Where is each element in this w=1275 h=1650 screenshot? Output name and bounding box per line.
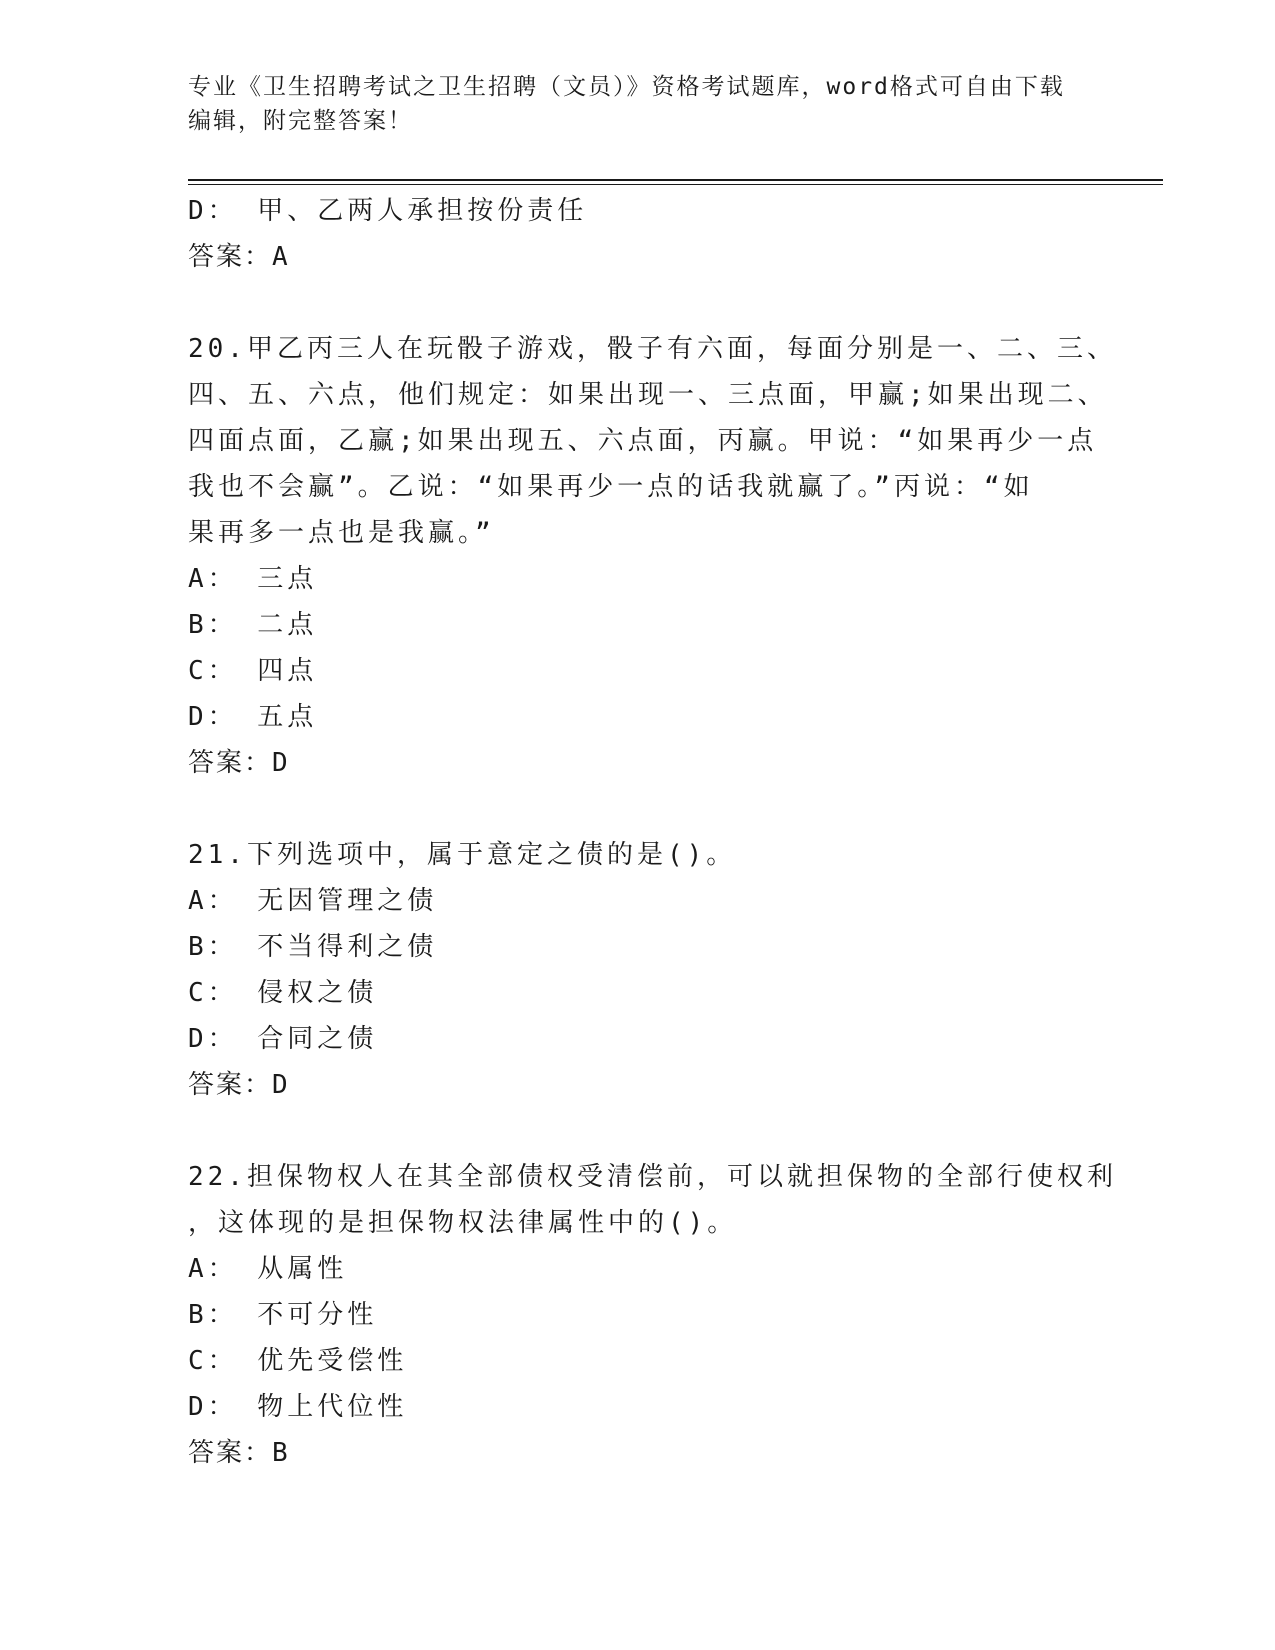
spacer	[188, 786, 1088, 832]
question-22	[188, 1154, 1117, 1476]
answer-line: 答案：D	[188, 1070, 290, 1100]
answer-line: 答案：D	[188, 748, 290, 778]
option-d: D： 五点	[188, 702, 318, 732]
stem-line: 果再多一点也是我赢。”	[188, 518, 495, 548]
question-stem	[188, 326, 1117, 556]
stem-line: ，这体现的是担保物权法律属性中的()。	[188, 1208, 738, 1238]
option-b: B： 不当得利之债	[188, 932, 438, 962]
option-d: D： 物上代位性	[188, 1392, 408, 1422]
header-line-2: 编辑，附完整答案！	[188, 108, 413, 134]
question-stem	[188, 832, 1088, 878]
option-d: D： 合同之债	[188, 1024, 378, 1054]
header-divider-thick	[188, 179, 1163, 181]
header-divider-thin	[188, 184, 1163, 185]
stem-line: 四面点面，乙赢;如果出现五、六点面，丙赢。甲说：“如果再少一点	[188, 426, 1098, 456]
spacer	[188, 1108, 1088, 1154]
option-c: C： 优先受偿性	[188, 1346, 408, 1376]
option-c: C： 四点	[188, 656, 318, 686]
option-a: A： 无因管理之债	[188, 886, 438, 916]
option-d: D： 甲、乙两人承担按份责任	[188, 196, 588, 226]
document-header	[188, 70, 1088, 138]
stem-line: 四、五、六点，他们规定：如果出现一、三点面，甲赢;如果出现二、	[188, 380, 1108, 410]
question-20	[188, 326, 1117, 786]
stem-line: 20.甲乙丙三人在玩骰子游戏，骰子有六面，每面分别是一、二、三、	[188, 334, 1117, 364]
stem-line: 我也不会赢”。乙说：“如果再少一点的话我就赢了。”丙说：“如	[188, 472, 1034, 502]
document-body	[188, 188, 1117, 1476]
question-stem	[188, 1154, 1117, 1246]
option-b: B： 二点	[188, 610, 318, 640]
question-21	[188, 832, 1088, 1108]
option-c: C： 侵权之债	[188, 978, 378, 1008]
option-a: A： 从属性	[188, 1254, 348, 1284]
stem-line: 21.下列选项中，属于意定之债的是()。	[188, 840, 737, 870]
header-line-1: 专业《卫生招聘考试之卫生招聘（文员）》资格考试题库，word格式可自由下载	[188, 74, 1065, 100]
spacer	[188, 280, 1088, 326]
stem-line: 22.担保物权人在其全部债权受清偿前，可以就担保物的全部行使权利	[188, 1162, 1117, 1192]
option-a: A： 三点	[188, 564, 318, 594]
answer-line: 答案：B	[188, 1438, 290, 1468]
answer-line: 答案：A	[188, 242, 290, 272]
option-b: B： 不可分性	[188, 1300, 378, 1330]
